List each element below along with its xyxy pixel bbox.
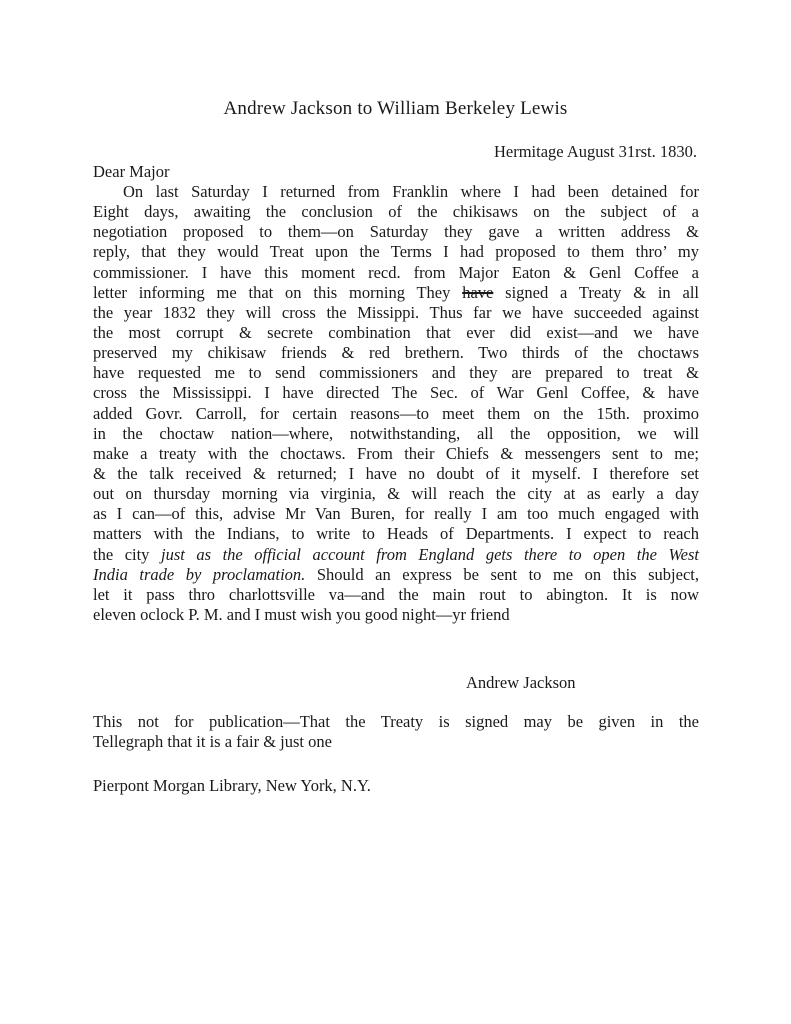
struck-word: have	[462, 282, 494, 302]
body-line: reply, that they would Treat upon the Terms I had proposed to them thro’ my	[93, 242, 699, 262]
body-line-with-italic	[93, 565, 699, 585]
body-line: the year 1832 they will cross the Missippi. Thus far we have succeeded against	[93, 302, 699, 322]
body-text-segment: the city	[93, 544, 161, 564]
body-text-segment: Should an express be sent to me on this subject,	[305, 564, 699, 584]
body-line-with-strikethrough	[93, 283, 699, 303]
postscript-line: This not for publication—That the Treaty is signed may be given in the	[93, 712, 699, 731]
dateline: Hermitage August 31rst. 1830.	[493, 142, 697, 161]
body-line: have requested me to send commissioners and they are prepared to treat &	[93, 363, 699, 383]
body-line: matters with the Indians, to write to Heads of Departments. I expect to reach	[93, 524, 699, 544]
letter-body	[93, 182, 699, 625]
salutation: Dear Major	[93, 162, 170, 181]
body-line: in the choctaw nation—where, notwithstanding, all the opposition, we will	[93, 423, 699, 443]
body-line: On last Saturday I returned from Franklin where I had been detained for	[123, 182, 699, 201]
document-title: Andrew Jackson to William Berkeley Lewis	[223, 98, 568, 119]
body-line: the most corrupt & secrete combination that ever did exist—and we have	[93, 322, 699, 342]
postscript-line: Tellegraph that it is a fair & just one	[93, 732, 332, 752]
body-line: eleven oclock P. M. and I must wish you good night—yr friend	[93, 604, 510, 624]
body-line: commissioner. I have this moment recd. from Major Eaton & Genl Coffee a	[93, 262, 699, 282]
body-line: cross the Mississippi. I have directed The Sec. of War Genl Coffee, & have	[93, 383, 699, 403]
body-line: as I can—of this, advise Mr Van Buren, for really I am too much engaged with	[93, 504, 699, 524]
postscript	[93, 712, 699, 752]
italic-text: India trade by proclamation.	[93, 564, 306, 584]
body-line: negotiation proposed to them—on Saturday they gave a written address &	[93, 222, 699, 242]
signature: Andrew Jackson	[466, 673, 576, 692]
body-line-with-italic	[93, 545, 699, 565]
body-line: Eight days, awaiting the conclusion of the chikisaws on the subject of a	[93, 202, 699, 222]
body-text-segment: letter informing me that on this morning They	[93, 282, 463, 302]
body-line: preserved my chikisaw friends & red brethern. Two thirds of the choctaws	[93, 343, 699, 363]
source-citation: Pierpont Morgan Library, New York, N.Y.	[93, 776, 371, 795]
body-text-segment: signed a Treaty & in all	[493, 282, 699, 302]
body-line: added Govr. Carroll, for certain reasons—to meet them on the 15th. proximo	[93, 403, 699, 423]
body-line: make a treaty with the choctaws. From their Chiefs & messengers sent to me;	[93, 443, 699, 463]
italic-text: just as the official account from England gets there to open the West	[160, 544, 700, 564]
body-line: & the talk received & returned; I have no doubt of it myself. I therefore set	[93, 463, 699, 483]
body-line: let it pass thro charlottsville va—and the main rout to abington. It is now	[93, 584, 699, 604]
body-line: out on thursday morning via virginia, & will reach the city at as early a day	[93, 484, 699, 504]
